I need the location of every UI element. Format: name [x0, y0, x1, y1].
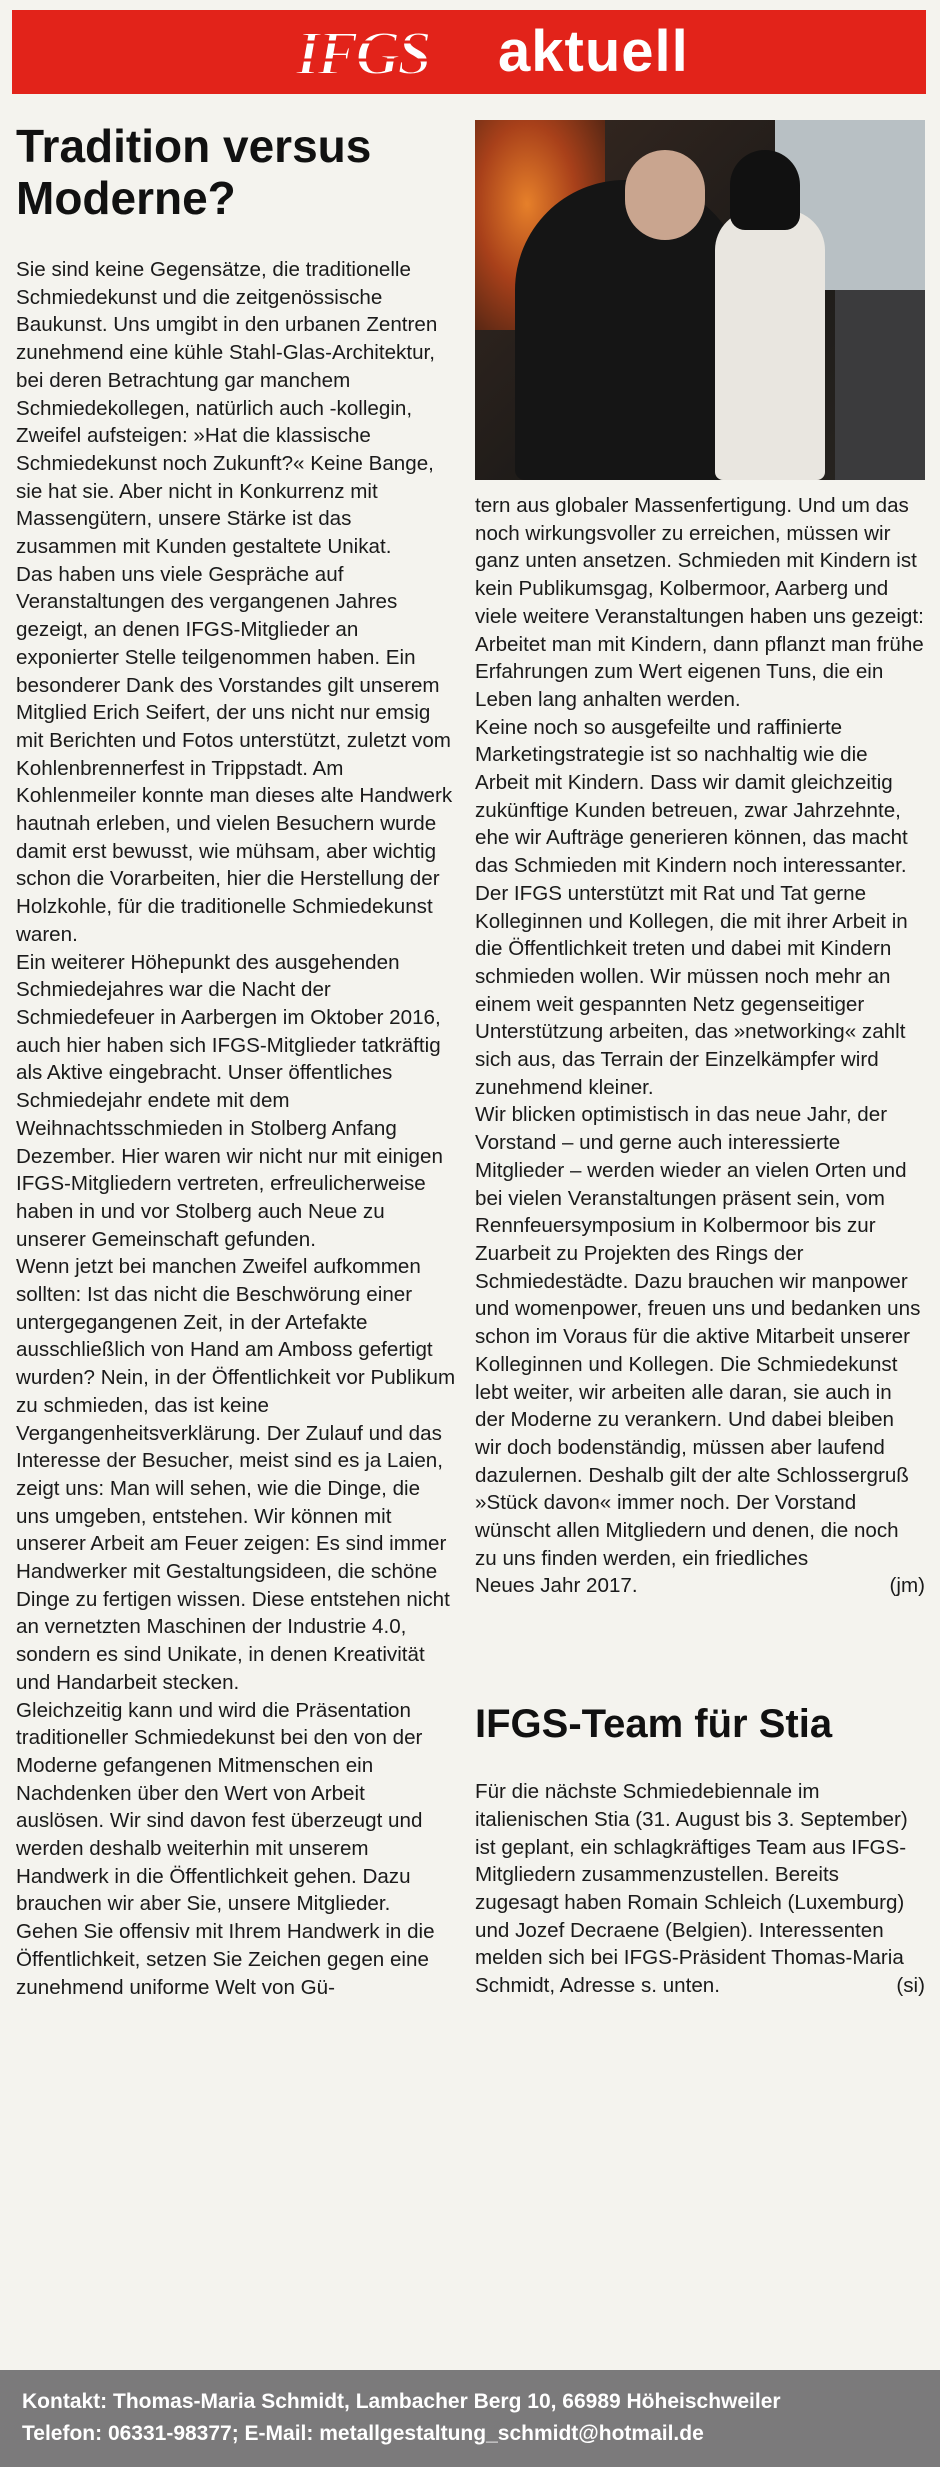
paragraph: Ein weiterer Höhepunkt des ausgehenden Schmiedejahres war die Nacht der Schmiedefeuer in Aarbergen im Oktober 2016, auch hier haben sich IFGS-Mitglieder tatkräftig als Aktive eingebracht. Unser öffentliches Schmiedejahr endete mit dem Weihnachtsschmieden in Stolberg Anfang Dezember. Hier waren wir nicht nur mit einigen IFGS-Mitgliedern vertreten, erfreulicherweise haben in und vor Stolberg auch Neue zu unserer Gemeinschaft gefunden.	[16, 950, 443, 1251]
second-article-title: IFGS-Team für Stia	[475, 1702, 833, 1747]
contact-phone-email: Telefon: 06331-98377; E-Mail: metallgestaltung_schmidt@hotmail.de	[22, 2422, 704, 2445]
anvil	[835, 290, 925, 480]
left-column	[16, 120, 456, 2001]
closing-last-line: Neues Jahr 2017.	[475, 1574, 638, 1598]
second-last-line: Schmidt, Adresse s. unten.	[475, 1974, 720, 1998]
paragraph: Wenn jetzt bei manchen Zweifel aufkommen sollten: Ist das nicht die Beschwörung einer untergegangenen Zeit, in der Artefakte ausschließlich von Hand am Amboss gefertigt wurden? Nein, in der Öffentlichkeit vor Publikum zu schmieden, das ist keine Vergangenheitsverklärung. Der Zulauf und das Interesse der Besucher, meist sind es ja Laien, zeigt uns: Man will sehen, wie die Dinge, die uns umgeben, entstehen. Wir können mit unserer Arbeit am Feuer zeigen: Es sind immer Handwerker mit Gestaltungsideen, die schöne Dinge zu fertigen wissen. Diese entstehen nicht an vernetzten Maschinen der Industrie 4.0, sondern es sind Unikate, in denen Kreativität und Handarbeit stecken.	[16, 1255, 456, 1694]
header-banner	[12, 10, 926, 94]
right-column	[475, 120, 925, 2000]
article-photo	[475, 120, 925, 480]
second-signature: (si)	[896, 1974, 925, 1998]
article-body-left	[16, 256, 456, 2001]
paragraph: Das haben uns viele Gespräche auf Veranstaltungen des vergangenen Jahres gezeigt, an denen IFGS-Mitglieder an exponierter Stelle teilgenommen haben. Ein besonderer Dank des Vorstandes gilt unserem Mitglied Erich Seifert, der uns nicht nur emsig mit Berichten und Fotos unterstützt, zuletzt vom Kohlenbrennerfest in Trippstadt. Am Kohlenmeiler konnte man dieses alte Handwerk hautnah erleben, und vielen Besuchern wurde damit erst bewusst, wie mühsam, aber wichtig schon die Vorarbeiten, hier die Herstellung der Holzkohle, für die traditionelle Schmiedekunst waren.	[16, 562, 453, 946]
second-closing-line	[475, 1972, 925, 2000]
child-figure	[715, 210, 825, 480]
blacksmith-figure	[515, 180, 745, 480]
second-article-body: Für die nächste Schmiedebiennale im italienischen Stia (31. August bis 3. September) ist geplant, ein schlagkräftiges Team aus IFGS-Mitgliedern zusammenzustellen. Bereits zugesagt haben Romain Schleich (Luxemburg) und Jozef Decraene (Belgien). Interessenten melden sich bei IFGS-Präsident Thomas-Maria	[475, 1780, 908, 1970]
contact-address: Kontakt: Thomas-Maria Schmidt, Lambacher Berg 10, 66989 Höheischweiler	[22, 2390, 781, 2413]
paragraph: tern aus globaler Massenfertigung. Und um das noch wirkungsvoller zu erreichen, müssen wir ganz unten ansetzen. Schmieden mit Kindern ist kein Publikumsgag, Kolbermoor, Aarberg und viele weitere Veranstaltungen haben uns gezeigt: Arbeitet man mit Kindern, dann pflanzt man frühe Erfahrungen zum Wert eigenen Tuns, die ein Leben lang anhalten werden.	[475, 494, 924, 711]
svg-text:IFGS: IFGS	[296, 20, 429, 88]
closing-line	[475, 1572, 925, 1600]
paragraph: Keine noch so ausgefeilte und raffinierte Marketingstrategie ist so nachhaltig wie die Arbeit mit Kindern. Dass wir damit gleichzeitig zukünftige Kunden betreuen, zwar Jahrzehnte, ehe wir Aufträge generieren können, das macht das Schmieden mit Kindern noch interessanter. Der IFGS unterstützt mit Rat und Tat gerne Kolleginnen und Kollegen, die mit ihrer Arbeit in die Öffentlichkeit treten und dabei mit Kindern schmieden wollen. Wir müssen noch mehr an einem weit gespannten Netz gegenseitiger Unterstützung arbeiten, das »networking« zahlt sich aus, das Terrain der Einzelkämpfer wird zunehmend kleiner.	[475, 715, 908, 1099]
ifgs-logo-graphic	[288, 12, 488, 92]
paragraph: Gleichzeitig kann und wird die Präsentation traditioneller Schmiedekunst bei den von der Moderne gefangenen Mitmenschen ein Nachdenken über den Wert von Arbeit auslösen. Wir sind davon fest überzeugt und werden deshalb weiterhin mit unserem Handwerk in die Öffentlichkeit gehen. Dazu brauchen wir aber Sie, unsere Mitglieder. Gehen Sie offensiv mit Ihrem Handwerk in die Öffentlichkeit, setzen Sie Zeichen gegen eine zunehmend uniforme Welt von Gü-	[16, 1698, 435, 1999]
paragraph: Sie sind keine Gegensätze, die traditionelle Schmiedekunst und die zeitgenössische Baukunst. Uns umgibt in den urbanen Zentren zunehmend eine kühle Stahl-Glas-Architektur, bei deren Betrachtung gar manchem Schmiedekollegen, natürlich auch -kollegin, Zweifel aufsteigen: »Hat die klassische Schmiedekunst noch Zukunft?« Keine Bange, sie hat sie. Aber nicht in Konkurrenz mit Massengütern, unsere Stärke ist das zusammen mit Kunden gestaltete Unikat.	[16, 258, 438, 559]
contact-footer	[0, 2370, 940, 2467]
article-title: Tradition versus Moderne?	[16, 120, 372, 224]
section-label: aktuell	[498, 19, 689, 84]
article-body-right	[475, 492, 925, 1101]
child-hat	[730, 150, 800, 230]
author-signature: (jm)	[889, 1574, 925, 1598]
closing-paragraph: Wir blicken optimistisch in das neue Jahr, der Vorstand – und gerne auch interessierte Mitglieder – werden wieder an vielen Orten und bei vielen Veranstaltungen präsent sein, vom Rennfeuersymposium in Kolbermoor bis zur Zuarbeit zu Projekten des Rings der Schmiedestädte. Dazu brauchen wir manpower und womenpower, freuen uns und bedanken uns schon im Voraus für die aktive Mitarbeit unserer Kolleginnen und Kollegen. Die Schmiedekunst lebt weiter, wir arbeiten alle daran, sie auch in der Moderne zu verankern. Und dabei bleiben wir doch bodenständig, müssen aber laufend dazulernen. Deshalb gilt der alte Schlossergruß »Stück davon« immer noch. Der Vorstand wünscht allen Mitgliedern und denen, die noch zu uns finden werden, ein friedliches	[475, 1103, 921, 1570]
ifgs-logo	[288, 12, 488, 92]
blacksmith-head	[625, 150, 705, 240]
